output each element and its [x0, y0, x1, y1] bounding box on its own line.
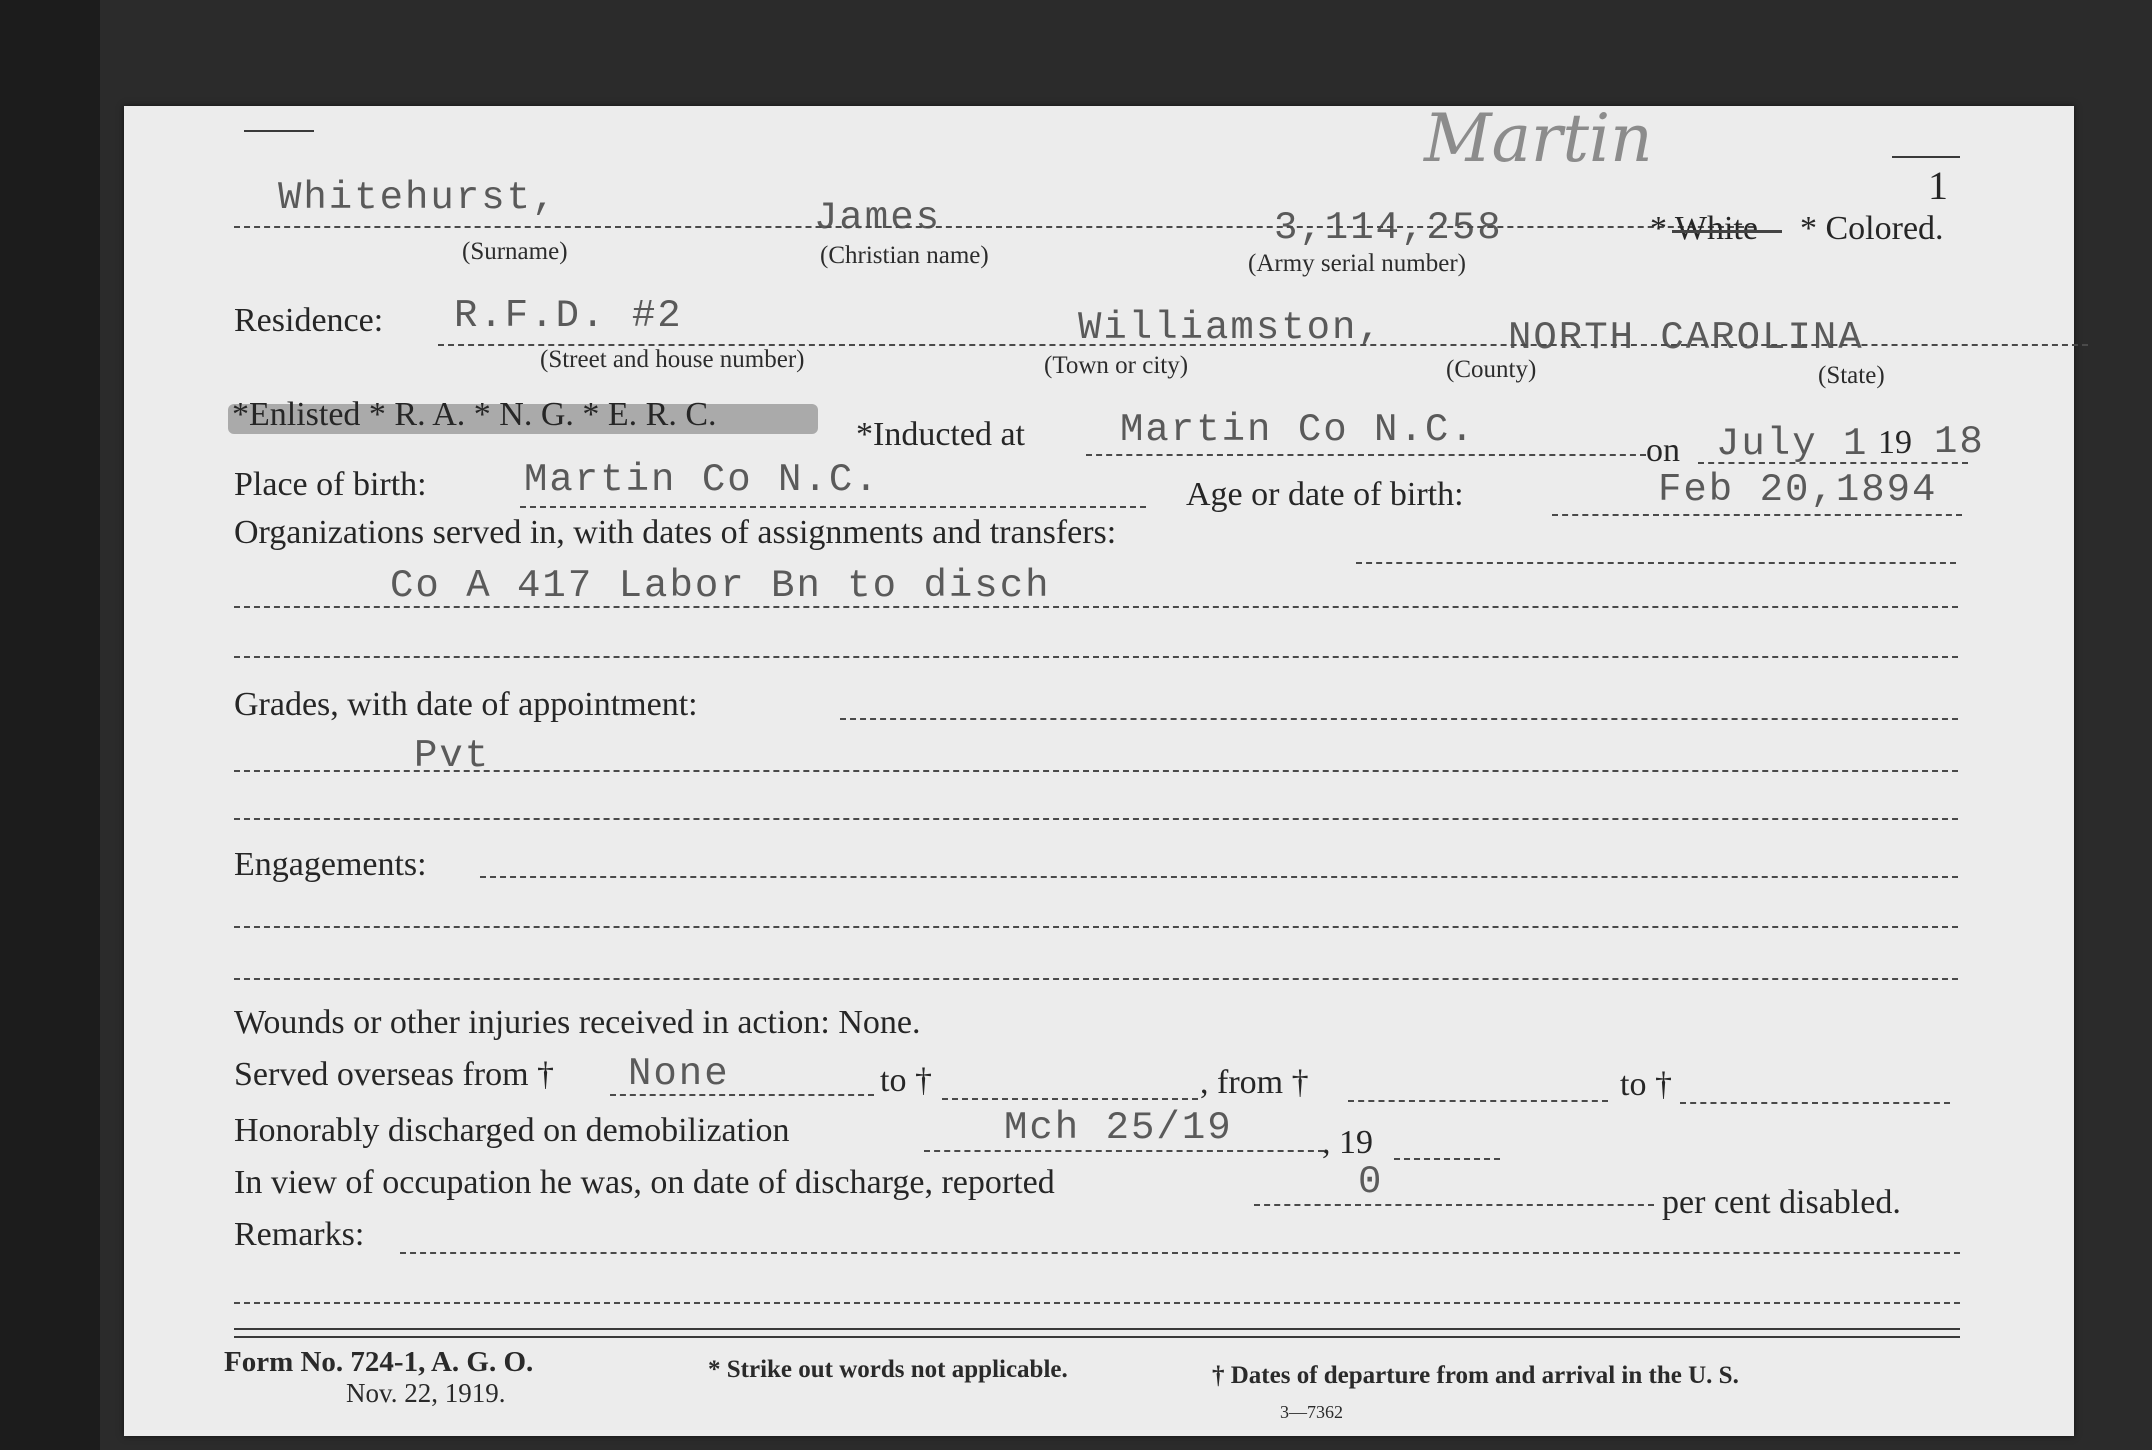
occupation-label: In view of occupation he was, on date of discharge, reported	[234, 1164, 1055, 1201]
discharge-line	[924, 1150, 1324, 1152]
residence-street-value: R.F.D. #2	[454, 294, 683, 338]
christian-name-caption: (Christian name)	[820, 242, 989, 269]
remarks-line-1	[400, 1252, 1960, 1254]
inducted-line	[1086, 454, 1646, 456]
overseas-to-label: to †	[880, 1062, 932, 1099]
induction-date-line	[1698, 462, 1968, 464]
organizations-line-3	[234, 656, 1958, 658]
overseas-to2-line	[1680, 1102, 1950, 1104]
overseas-to-line	[942, 1098, 1198, 1100]
service-record-card	[124, 100, 2074, 1436]
name-line	[234, 226, 1754, 228]
race-white-strike	[1672, 230, 1782, 233]
serial-caption: (Army serial number)	[1248, 250, 1466, 277]
induction-date-value: July 1	[1716, 422, 1869, 466]
overseas-from2-label: , from †	[1200, 1064, 1309, 1101]
date-of-birth-line	[1552, 514, 1962, 516]
age-label: Age or date of birth:	[1186, 476, 1464, 513]
card-number: 1	[1928, 163, 1948, 208]
served-overseas-label: Served overseas from †	[234, 1056, 555, 1093]
surname-value: Whitehurst,	[278, 176, 558, 220]
residence-state-value: NORTH CAROLINA	[1508, 316, 1864, 360]
overseas-to2-label: to †	[1620, 1066, 1672, 1103]
year-suffix-label: , 19	[1322, 1124, 1373, 1161]
form-number: Form No. 724-1, A. G. O.	[224, 1346, 534, 1378]
remarks-line-2	[234, 1302, 1960, 1304]
christian-name-value: James	[814, 196, 942, 240]
organizations-line-1	[1356, 562, 1956, 564]
grades-label: Grades, with date of appointment:	[234, 686, 698, 723]
place-of-birth-line	[520, 506, 1146, 508]
state-caption: (State)	[1818, 362, 1885, 389]
organization-value: Co A 417 Labor Bn to disch	[390, 564, 1051, 608]
engagements-line-2	[234, 926, 1958, 928]
strike-note: * Strike out words not applicable.	[708, 1356, 1068, 1383]
place-of-birth-label: Place of birth:	[234, 466, 427, 503]
year-line	[1394, 1158, 1500, 1160]
county-caption: (County)	[1446, 356, 1537, 383]
inducted-label: *Inducted at	[856, 416, 1025, 453]
form-date: Nov. 22, 1919.	[346, 1378, 506, 1408]
date-of-birth-value: Feb 20,1894	[1658, 468, 1938, 512]
serial-number-value: 3,114,258	[1274, 206, 1503, 250]
top-right-mark	[1892, 156, 1960, 158]
handwritten-county: Martin	[1424, 100, 1653, 177]
scan-border	[0, 0, 100, 1450]
per-cent-disabled-label: per cent disabled.	[1662, 1184, 1901, 1221]
race-white: * White	[1650, 210, 1758, 247]
engagements-line-3	[234, 978, 1958, 980]
engagements-line-1	[480, 876, 1958, 878]
surname-caption: (Surname)	[462, 238, 568, 265]
residence-town-value: Williamston,	[1078, 306, 1383, 350]
print-code: 3—7362	[1280, 1402, 1343, 1422]
grades-line-2	[234, 770, 1958, 772]
footer-rule-2	[234, 1336, 1960, 1338]
wounds-label: Wounds or other injuries received in action: None.	[234, 1004, 921, 1041]
percent-disabled-value: 0	[1358, 1160, 1384, 1204]
served-overseas-value: None	[628, 1052, 730, 1096]
on-label: on	[1646, 432, 1680, 469]
induction-year-value: 18	[1934, 420, 1985, 464]
grades-line-3	[234, 818, 1958, 820]
organizations-line-2	[234, 606, 1958, 608]
race-colored: * Colored.	[1800, 210, 1944, 247]
enlisted-label: *Enlisted * R. A. * N. G. * E. R. C.	[232, 396, 717, 433]
discharge-date-value: Mch 25/19	[1004, 1106, 1233, 1150]
overseas-from2-line	[1348, 1100, 1608, 1102]
remarks-label: Remarks:	[234, 1216, 365, 1253]
grades-line-1	[840, 718, 1958, 720]
place-of-birth-value: Martin Co N.C.	[524, 458, 880, 502]
street-caption: (Street and house number)	[540, 346, 805, 373]
inducted-at-value: Martin Co N.C.	[1120, 408, 1476, 452]
residence-label: Residence:	[234, 302, 384, 339]
grade-value: Pvt	[414, 734, 491, 778]
overseas-from-line	[610, 1094, 874, 1096]
top-left-mark	[244, 130, 314, 132]
footer-rule-1	[234, 1328, 1960, 1330]
induction-year-prefix: 19	[1878, 424, 1912, 461]
engagements-label: Engagements:	[234, 846, 427, 883]
percent-line	[1254, 1204, 1654, 1206]
town-caption: (Town or city)	[1044, 352, 1189, 379]
dates-note: † Dates of departure from and arrival in the U. S.	[1212, 1362, 1739, 1389]
honorably-discharged-label: Honorably discharged on demobilization	[234, 1112, 790, 1149]
organizations-label: Organizations served in, with dates of assignments and transfers:	[234, 514, 1117, 551]
